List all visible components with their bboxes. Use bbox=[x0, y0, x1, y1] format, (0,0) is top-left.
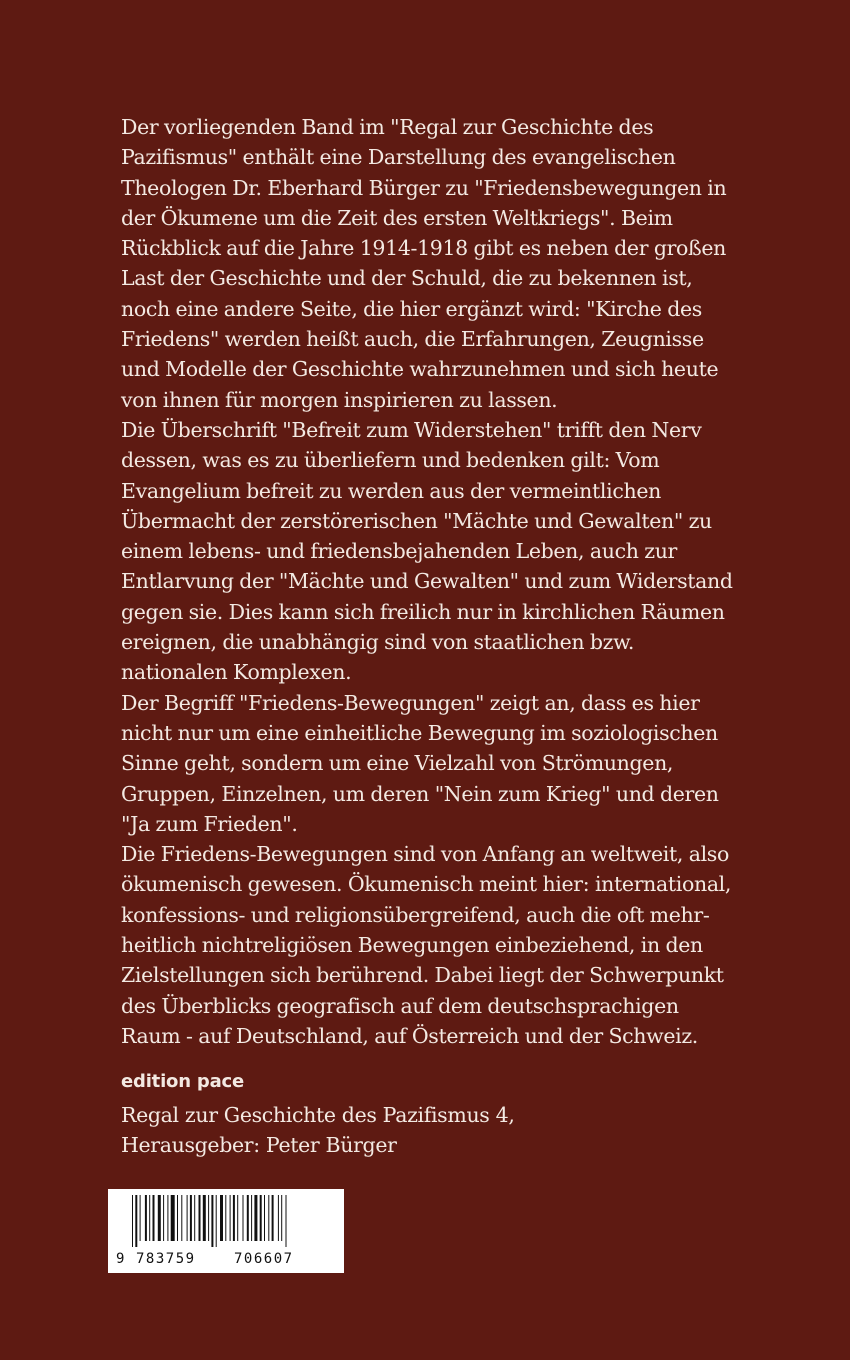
barcode-bar bbox=[140, 1195, 141, 1241]
blurb-text bbox=[121, 112, 741, 1051]
barcode-bar bbox=[132, 1195, 133, 1247]
barcode-group-left: 783759 bbox=[136, 1251, 196, 1267]
barcode-bar bbox=[149, 1195, 150, 1241]
barcode-bar bbox=[225, 1195, 226, 1241]
barcode-bar bbox=[194, 1195, 195, 1241]
barcode-bar bbox=[247, 1195, 249, 1241]
barcode-bar bbox=[268, 1195, 269, 1241]
barcode-bar bbox=[203, 1195, 206, 1241]
barcode-bar bbox=[243, 1195, 244, 1241]
barcode-bar bbox=[187, 1195, 188, 1241]
isbn-barcode bbox=[108, 1189, 344, 1273]
barcode-bar bbox=[199, 1195, 201, 1241]
barcode-bar bbox=[135, 1195, 137, 1247]
barcode-bar bbox=[171, 1195, 175, 1241]
barcode-bar bbox=[190, 1195, 192, 1241]
series-info bbox=[121, 1100, 621, 1161]
publisher-name: edition pace bbox=[121, 1071, 244, 1092]
barcode-bar bbox=[158, 1195, 161, 1241]
barcode-bar bbox=[260, 1195, 262, 1241]
blurb-paragraph-3: Der Begriff "Friedens-Bewegungen" zeigt an, dass es hier nicht nur um eine einheitliche Bewegung im soziologischen Sinne geht, sondern um eine Vielzahl von Strömungen, Gruppen, Einzelnen, um deren "Nein zum Krieg" und deren "Ja zum Frieden". bbox=[121, 690, 719, 836]
series-title: Regal zur Geschichte des Pazifismus 4, bbox=[121, 1103, 515, 1127]
blurb-paragraph-1: Der vorliegenden Band im "Regal zur Geschichte des Pazifismus" enthält eine Darstellung des evangelischen Theologen Dr. Eberhard Bürger zu "Friedensbewegungen in der Ökumene um die Zeit des ersten Weltkriegs". Beim Rückblick auf die Jahre 1914-1918 gibt es neben der großen Last der Geschichte und der Schuld, die zu bekennen ist, noch eine andere Seite, die hier ergänzt wird: "Kirche des Friedens" werden heißt auch, die Erfahrungen, Zeugnisse und Modelle der Geschichte wahrzunehmen und sich heute von ihnen für morgen inspirieren zu lassen. bbox=[121, 115, 727, 412]
barcode-bar bbox=[278, 1195, 279, 1241]
barcode-bars bbox=[114, 1195, 338, 1247]
barcode-bar bbox=[286, 1195, 287, 1247]
barcode-bar bbox=[145, 1195, 147, 1241]
blurb-paragraph-4: Die Friedens-Bewegungen sind von Anfang an weltweit, also ökumenisch gewesen. Ökumenisch meint hier: international, konfessions- und religionsübergreifend, auch die oft mehrheitlich nichtreligiösen Bewegungen einbeziehend, in den Zielstellungen sich berührend. Dabei liegt der Schwerpunkt des Überblicks geografisch auf dem deutschsprachigen Raum - auf Deutschland, auf Österreich und der Schweiz. bbox=[121, 842, 732, 1048]
blurb-paragraph-2: Die Überschrift "Befreit zum Widerstehen" trifft den Nerv dessen, was es zu überliefern und bedenken gilt: Vom Evangelium befreit zu werden aus der vermeintlichen Übermacht der zerstörerischen "Mächte und Gewalten" zu einem lebens- und friedensbejahenden Leben, auch zur Entlarvung der "Mächte und Gewalten" und zum Widerstand gegen sie. Dies kann sich freilich nur in kirchlichen Räumen ereignen, die unabhängig sind von staatlichen bzw. nationalen Komplexen. bbox=[121, 417, 733, 685]
barcode-bar bbox=[208, 1195, 209, 1241]
barcode-bar bbox=[167, 1195, 168, 1241]
barcode-bar bbox=[272, 1195, 274, 1241]
barcode-bar bbox=[251, 1195, 252, 1241]
barcode-bar bbox=[281, 1195, 282, 1241]
barcode-first-digit: 9 bbox=[116, 1251, 125, 1267]
barcode-bar bbox=[220, 1195, 223, 1241]
barcode-bar bbox=[177, 1195, 178, 1241]
barcode-bar bbox=[233, 1195, 235, 1241]
barcode-group-right: 706607 bbox=[234, 1251, 294, 1267]
barcode-bar bbox=[181, 1195, 182, 1241]
series-editor: Herausgeber: Peter Bürger bbox=[121, 1133, 397, 1158]
barcode-bar bbox=[254, 1195, 257, 1241]
barcode-bar bbox=[216, 1195, 217, 1247]
barcode-digits bbox=[114, 1250, 338, 1268]
barcode-bar bbox=[163, 1195, 164, 1241]
barcode-bar bbox=[230, 1195, 231, 1241]
barcode-bar bbox=[211, 1195, 213, 1247]
barcode-bar bbox=[237, 1195, 238, 1241]
barcode-bar bbox=[153, 1195, 155, 1241]
barcode-bar bbox=[264, 1195, 265, 1241]
